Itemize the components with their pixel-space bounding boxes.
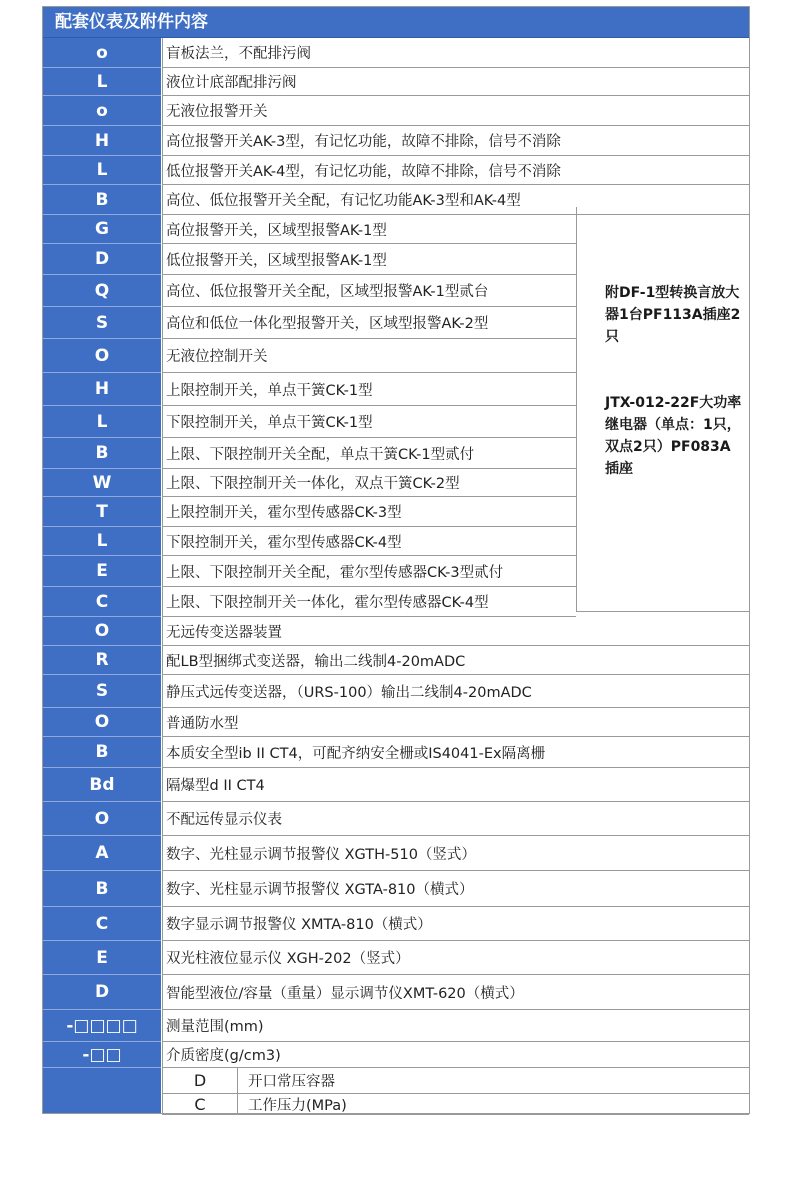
code-cell: O	[43, 617, 161, 646]
code-cell: D	[43, 244, 161, 275]
description-cell: 无液位控制开关	[162, 339, 576, 373]
description-cell: 本质安全型ib II CT4，可配齐纳安全栅或IS4041-Ex隔离栅	[162, 737, 749, 768]
code-cell: -□□	[43, 1042, 161, 1068]
description-cell: 数字、光柱显示调节报警仪 XGTH-510（竖式）	[162, 836, 749, 871]
code-cell: L	[43, 406, 161, 438]
code-cell: C	[43, 587, 161, 617]
code-cell: L	[43, 68, 161, 96]
description-cell: 隔爆型d II CT4	[162, 768, 749, 802]
description-cell: 双光柱液位显示仪 XGH-202（竖式）	[162, 941, 749, 975]
description-cell: 智能型液位/容量（重量）显示调节仪XMT-620（横式）	[162, 975, 749, 1010]
description-cell: 高位报警开关，区域型报警AK-1型	[162, 215, 576, 244]
code-cell: o	[43, 38, 161, 68]
code-cell: E	[43, 941, 161, 975]
description-cell: 介质密度(g/cm3)	[162, 1042, 749, 1068]
description-cell: 上限控制开关，单点干簧CK-1型	[162, 373, 576, 406]
description-cell: 不配远传显示仪表	[162, 802, 749, 836]
code-cell: O	[43, 802, 161, 836]
code-cell: S	[43, 675, 161, 708]
code-cell: o	[43, 96, 161, 126]
code-cell: B	[43, 185, 161, 215]
side-note	[576, 207, 749, 612]
code-cell: W	[43, 469, 161, 497]
description-cell: 无远传变送器装置	[162, 617, 749, 646]
description-cell: 低位报警开关，区域型报警AK-1型	[162, 244, 576, 275]
code-cell: B	[43, 737, 161, 768]
code-cell: G	[43, 215, 161, 244]
code-cell: Q	[43, 275, 161, 307]
sub-description-cell: 开口常压容器	[238, 1068, 749, 1094]
description-cell: 高位报警开关AK-3型，有记忆功能，故障不排除，信号不消除	[162, 126, 749, 156]
description-cell: 液位计底部配排污阀	[162, 68, 749, 96]
description-cell: 上限、下限控制开关一体化，双点干簧CK-2型	[162, 469, 576, 497]
code-cell: R	[43, 646, 161, 675]
description-cell: 高位、低位报警开关全配，有记忆功能AK-3型和AK-4型	[162, 185, 749, 215]
code-cell: A	[43, 836, 161, 871]
description-cell: 测量范围(mm)	[162, 1010, 749, 1042]
description-cell: 数字显示调节报警仪 XMTA-810（横式）	[162, 907, 749, 941]
description-cell: 上限控制开关，霍尔型传感器CK-3型	[162, 497, 576, 527]
code-cell: T	[43, 497, 161, 527]
code-cell: C	[43, 907, 161, 941]
description-cell: 盲板法兰，不配排污阀	[162, 38, 749, 68]
code-cell: L	[43, 156, 161, 185]
code-cell: S	[43, 307, 161, 339]
description-cell: 静压式远传变送器，（URS-100）输出二线制4-20mADC	[162, 675, 749, 708]
side-note-relay: JTX-012-22F大功率继电器（单点：1只，双点2只）PF083A插座	[605, 395, 742, 477]
description-cell: 数字、光柱显示调节报警仪 XGTA-810（横式）	[162, 871, 749, 907]
accessory-table	[42, 6, 750, 1114]
sub-code-cell: D	[162, 1068, 238, 1094]
description-cell: 低位报警开关AK-4型，有记忆功能，故障不排除，信号不消除	[162, 156, 749, 185]
description-cell: 普通防水型	[162, 708, 749, 737]
description-cell: 下限控制开关，单点干簧CK-1型	[162, 406, 576, 438]
code-cell: O	[43, 708, 161, 737]
table-title: 配套仪表及附件内容	[43, 7, 749, 38]
side-note-amplifier: 附DF-1型转换言放大器1台PF113A插座2只	[605, 285, 741, 345]
description-cell: 下限控制开关，霍尔型传感器CK-4型	[162, 527, 576, 556]
code-cell: -□□□□	[43, 1010, 161, 1042]
code-cell: B	[43, 871, 161, 907]
code-cell: B	[43, 438, 161, 469]
sub-code-cell: C	[162, 1094, 238, 1115]
code-cell: O	[43, 339, 161, 373]
code-cell: H	[43, 373, 161, 406]
code-cell: H	[43, 126, 161, 156]
description-cell: 高位和低位一体化型报警开关，区域型报警AK-2型	[162, 307, 576, 339]
code-cell: D	[43, 975, 161, 1010]
description-cell: 上限、下限控制开关一体化，霍尔型传感器CK-4型	[162, 587, 576, 617]
sub-description-cell: 工作压力(MPa)	[238, 1094, 749, 1115]
code-cell: Bd	[43, 768, 161, 802]
description-cell: 高位、低位报警开关全配，区域型报警AK-1型贰台	[162, 275, 576, 307]
code-cell: L	[43, 527, 161, 556]
description-cell: 配LB型捆绑式变送器，输出二线制4-20mADC	[162, 646, 749, 675]
description-cell: 上限、下限控制开关全配，单点干簧CK-1型贰付	[162, 438, 576, 469]
code-cell: E	[43, 556, 161, 587]
description-cell: 无液位报警开关	[162, 96, 749, 126]
description-cell: 上限、下限控制开关全配，霍尔型传感器CK-3型贰付	[162, 556, 576, 587]
